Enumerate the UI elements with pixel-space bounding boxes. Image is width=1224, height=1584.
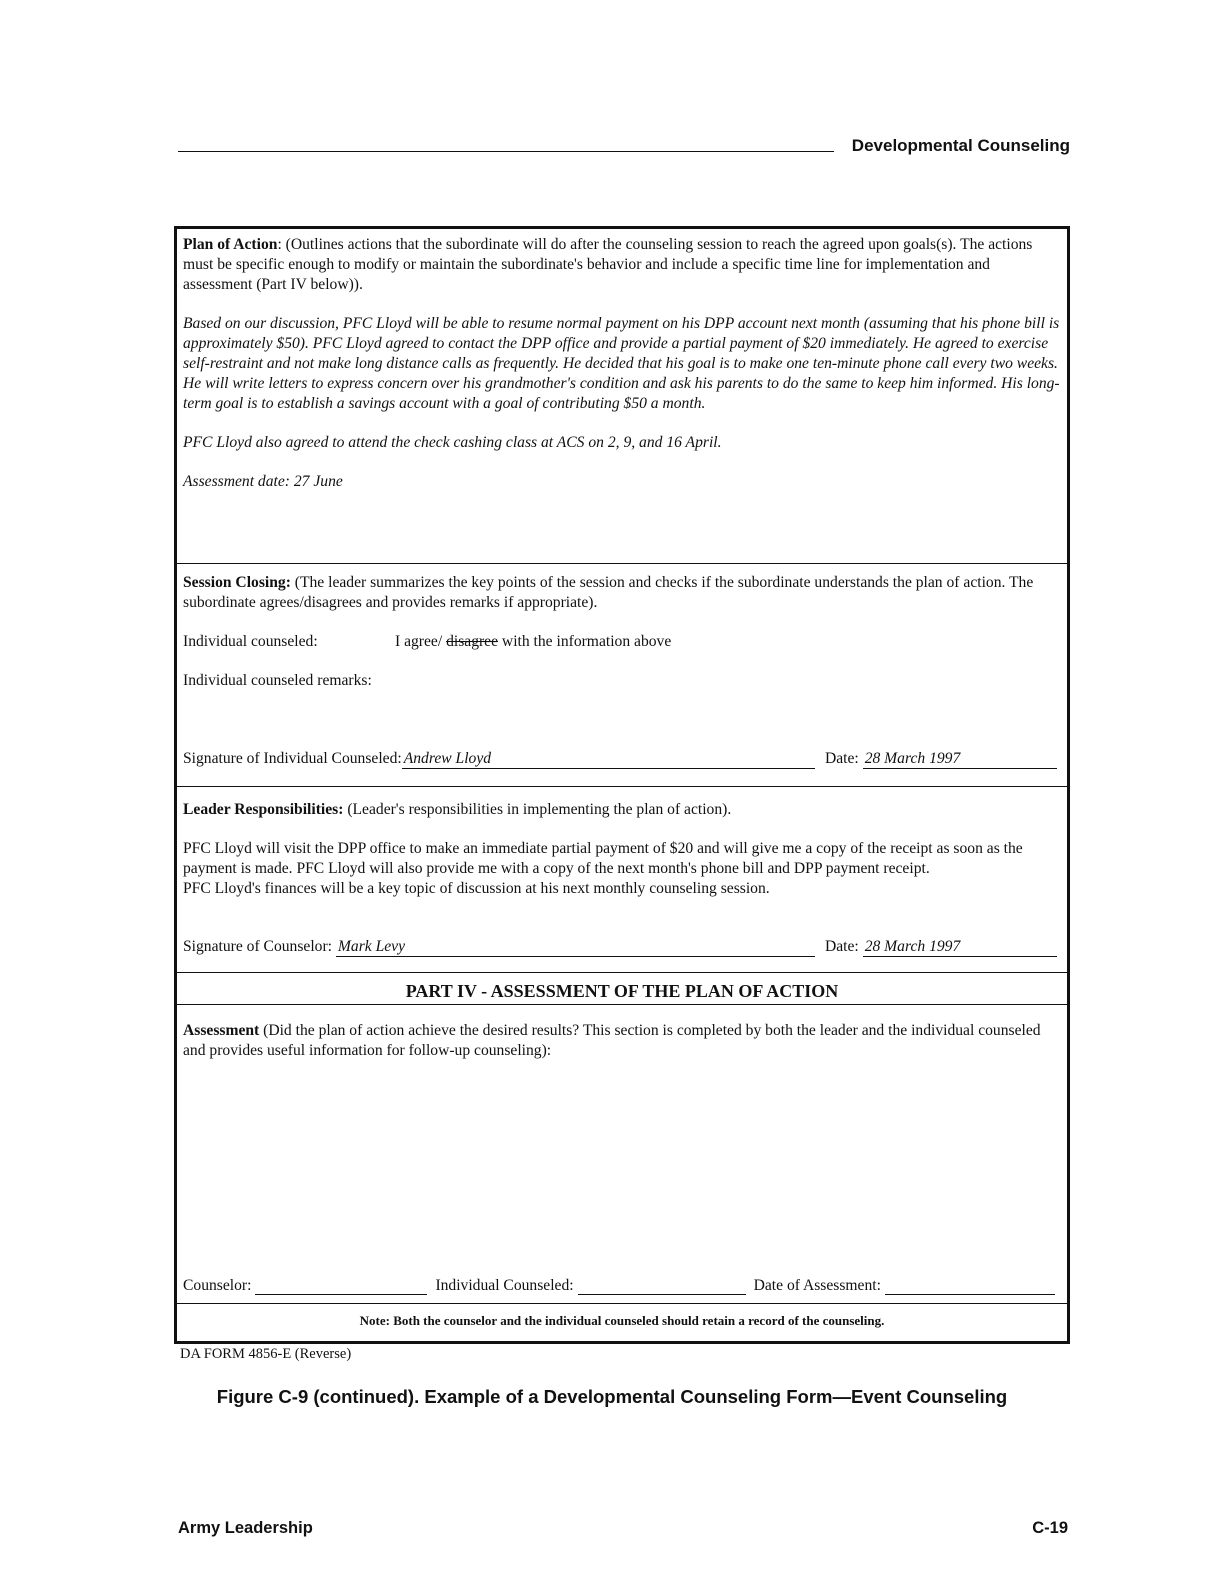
plan-of-action-paragraph-2-text: PFC Lloyd also agreed to attend the check cashing class at ACS on 2, 9, and 16 April. — [183, 434, 722, 451]
plan-of-action-paragraph-1-text: Based on our discussion, PFC Lloyd will be able to resume normal payment on his DPP account next month (assuming that his phone bill is approximately $50). PFC Lloyd agreed to contact the DPP office and provide a partial payment of $20 immediately. He agreed to exercise self-restraint and not make long distance calls as frequently. He decided that his goal is to make one ten-minute phone call every two weeks. He will write letters to express concern over his grandmother's condition and ask his parents to do the same to keep him informed. His long-term goal is to establish a savings account with a goal of contributing $50 a month. — [183, 315, 1060, 412]
page-number: C-19 — [1032, 1519, 1068, 1537]
session-closing-section — [177, 573, 1067, 691]
disagree-text: disagree — [446, 633, 499, 650]
agreement-line — [183, 632, 1061, 652]
plan-of-action-section — [177, 235, 1067, 492]
counselor-date-value: 28 March 1997 — [863, 938, 1057, 957]
leader-paragraph-1: PFC Lloyd will visit the DPP office to make an immediate partial payment of $20 and will give me a copy of the receipt as soon as the payment is made. PFC Lloyd will also provide me with a copy of the next month's phone bill and DPP payment receipt. — [183, 840, 1023, 877]
divider-plan-closing — [177, 563, 1067, 564]
session-closing-label: Session Closing: — [183, 574, 291, 591]
assessment-date-text: Assessment date: 27 June — [183, 473, 343, 490]
assessment-date-blank — [885, 1277, 1055, 1295]
leader-responsibilities-description: (Leader's responsibilities in implementing the plan of action). — [343, 801, 732, 818]
assessment-signature-line — [183, 1277, 1055, 1299]
individual-signature — [183, 750, 815, 769]
figure-caption: Figure C-9 (continued). Example of a Developmental Counseling Form—Event Counseling — [216, 1386, 1008, 1407]
session-closing-intro — [183, 573, 1061, 613]
individual-signature-label: Signature of Individual Counseled: — [183, 750, 402, 767]
assessment-date-label: Date of Assessment: — [753, 1277, 881, 1294]
divider-closing-leader — [177, 786, 1067, 787]
assessment-description: (Did the plan of action achieve the desired results? This section is completed by both the leader and the individual counseled and provides useful information for follow-up counseling): — [183, 1022, 1041, 1059]
counseling-form — [174, 226, 1070, 1344]
individual-signature-value: Andrew Lloyd — [402, 750, 815, 769]
leader-responsibilities-label: Leader Responsibilities: — [183, 801, 344, 818]
agree-suffix: with the information above — [498, 633, 672, 650]
leader-paragraph-2: PFC Lloyd's finances will be a key topic of discussion at his next monthly counseling session. — [183, 880, 770, 897]
assessment-individual-label: Individual Counseled: — [435, 1277, 574, 1294]
header-rule — [178, 151, 834, 152]
part-iv-title: PART IV - ASSESSMENT OF THE PLAN OF ACTION — [405, 981, 839, 1001]
divider-leader-part4 — [177, 972, 1067, 973]
header-title: Developmental Counseling — [851, 136, 1070, 155]
plan-of-action-paragraph-2 — [183, 433, 1061, 453]
counselor-signature — [183, 938, 815, 957]
individual-date-label: Date: — [825, 750, 859, 767]
individual-counseled-label: Individual counseled: — [183, 633, 318, 650]
assessment-label: Assessment — [183, 1022, 260, 1039]
form-identifier: DA FORM 4856-E (Reverse) — [180, 1346, 352, 1362]
assessment-intro — [183, 1021, 1061, 1061]
plan-of-action-assessment-date — [183, 472, 1061, 492]
plan-of-action-label: Plan of Action — [183, 236, 278, 253]
session-closing-description: (The leader summarizes the key points of the session and checks if the subordinate understands the plan of action. The subordinate agrees/disagrees and provides remarks if appropriate). — [183, 574, 1034, 611]
assessment-counselor-blank — [255, 1277, 427, 1295]
plan-of-action-description: : (Outlines actions that the subordinate will do after the counseling session to reach the agreed upon goals(s). The actions must be specific enough to modify or maintain the subordinate's behavior and include a specific time line for implementation and assessment (Part IV below)). — [183, 236, 1033, 293]
footer-title: Army Leadership — [178, 1519, 313, 1537]
leader-responsibilities-section — [177, 800, 1067, 899]
assessment-individual-blank — [578, 1277, 746, 1295]
counselor-signature-label: Signature of Counselor: — [183, 938, 332, 955]
running-header — [178, 136, 1070, 160]
retention-note: Note: Both the counselor and the individual counseled should retain a record of the counseling. — [359, 1313, 885, 1328]
counselor-signature-date — [825, 938, 1057, 957]
individual-date-value: 28 March 1997 — [863, 750, 1057, 769]
assessment-counselor-label: Counselor: — [183, 1277, 252, 1294]
agree-text: I agree/ — [395, 633, 447, 650]
divider-part4-title — [177, 1004, 1067, 1005]
individual-signature-line — [183, 750, 1061, 772]
plan-of-action-paragraph-1 — [183, 314, 1061, 414]
divider-note — [177, 1303, 1067, 1304]
counselor-signature-value: Mark Levy — [336, 938, 815, 957]
counselor-date-label: Date: — [825, 938, 859, 955]
individual-signature-date — [825, 750, 1057, 769]
plan-of-action-intro — [183, 235, 1061, 295]
assessment-section — [177, 1021, 1067, 1061]
counselor-signature-line — [183, 938, 1061, 960]
remarks-label: Individual counseled remarks: — [183, 672, 372, 689]
leader-responsibilities-intro — [183, 800, 1061, 820]
